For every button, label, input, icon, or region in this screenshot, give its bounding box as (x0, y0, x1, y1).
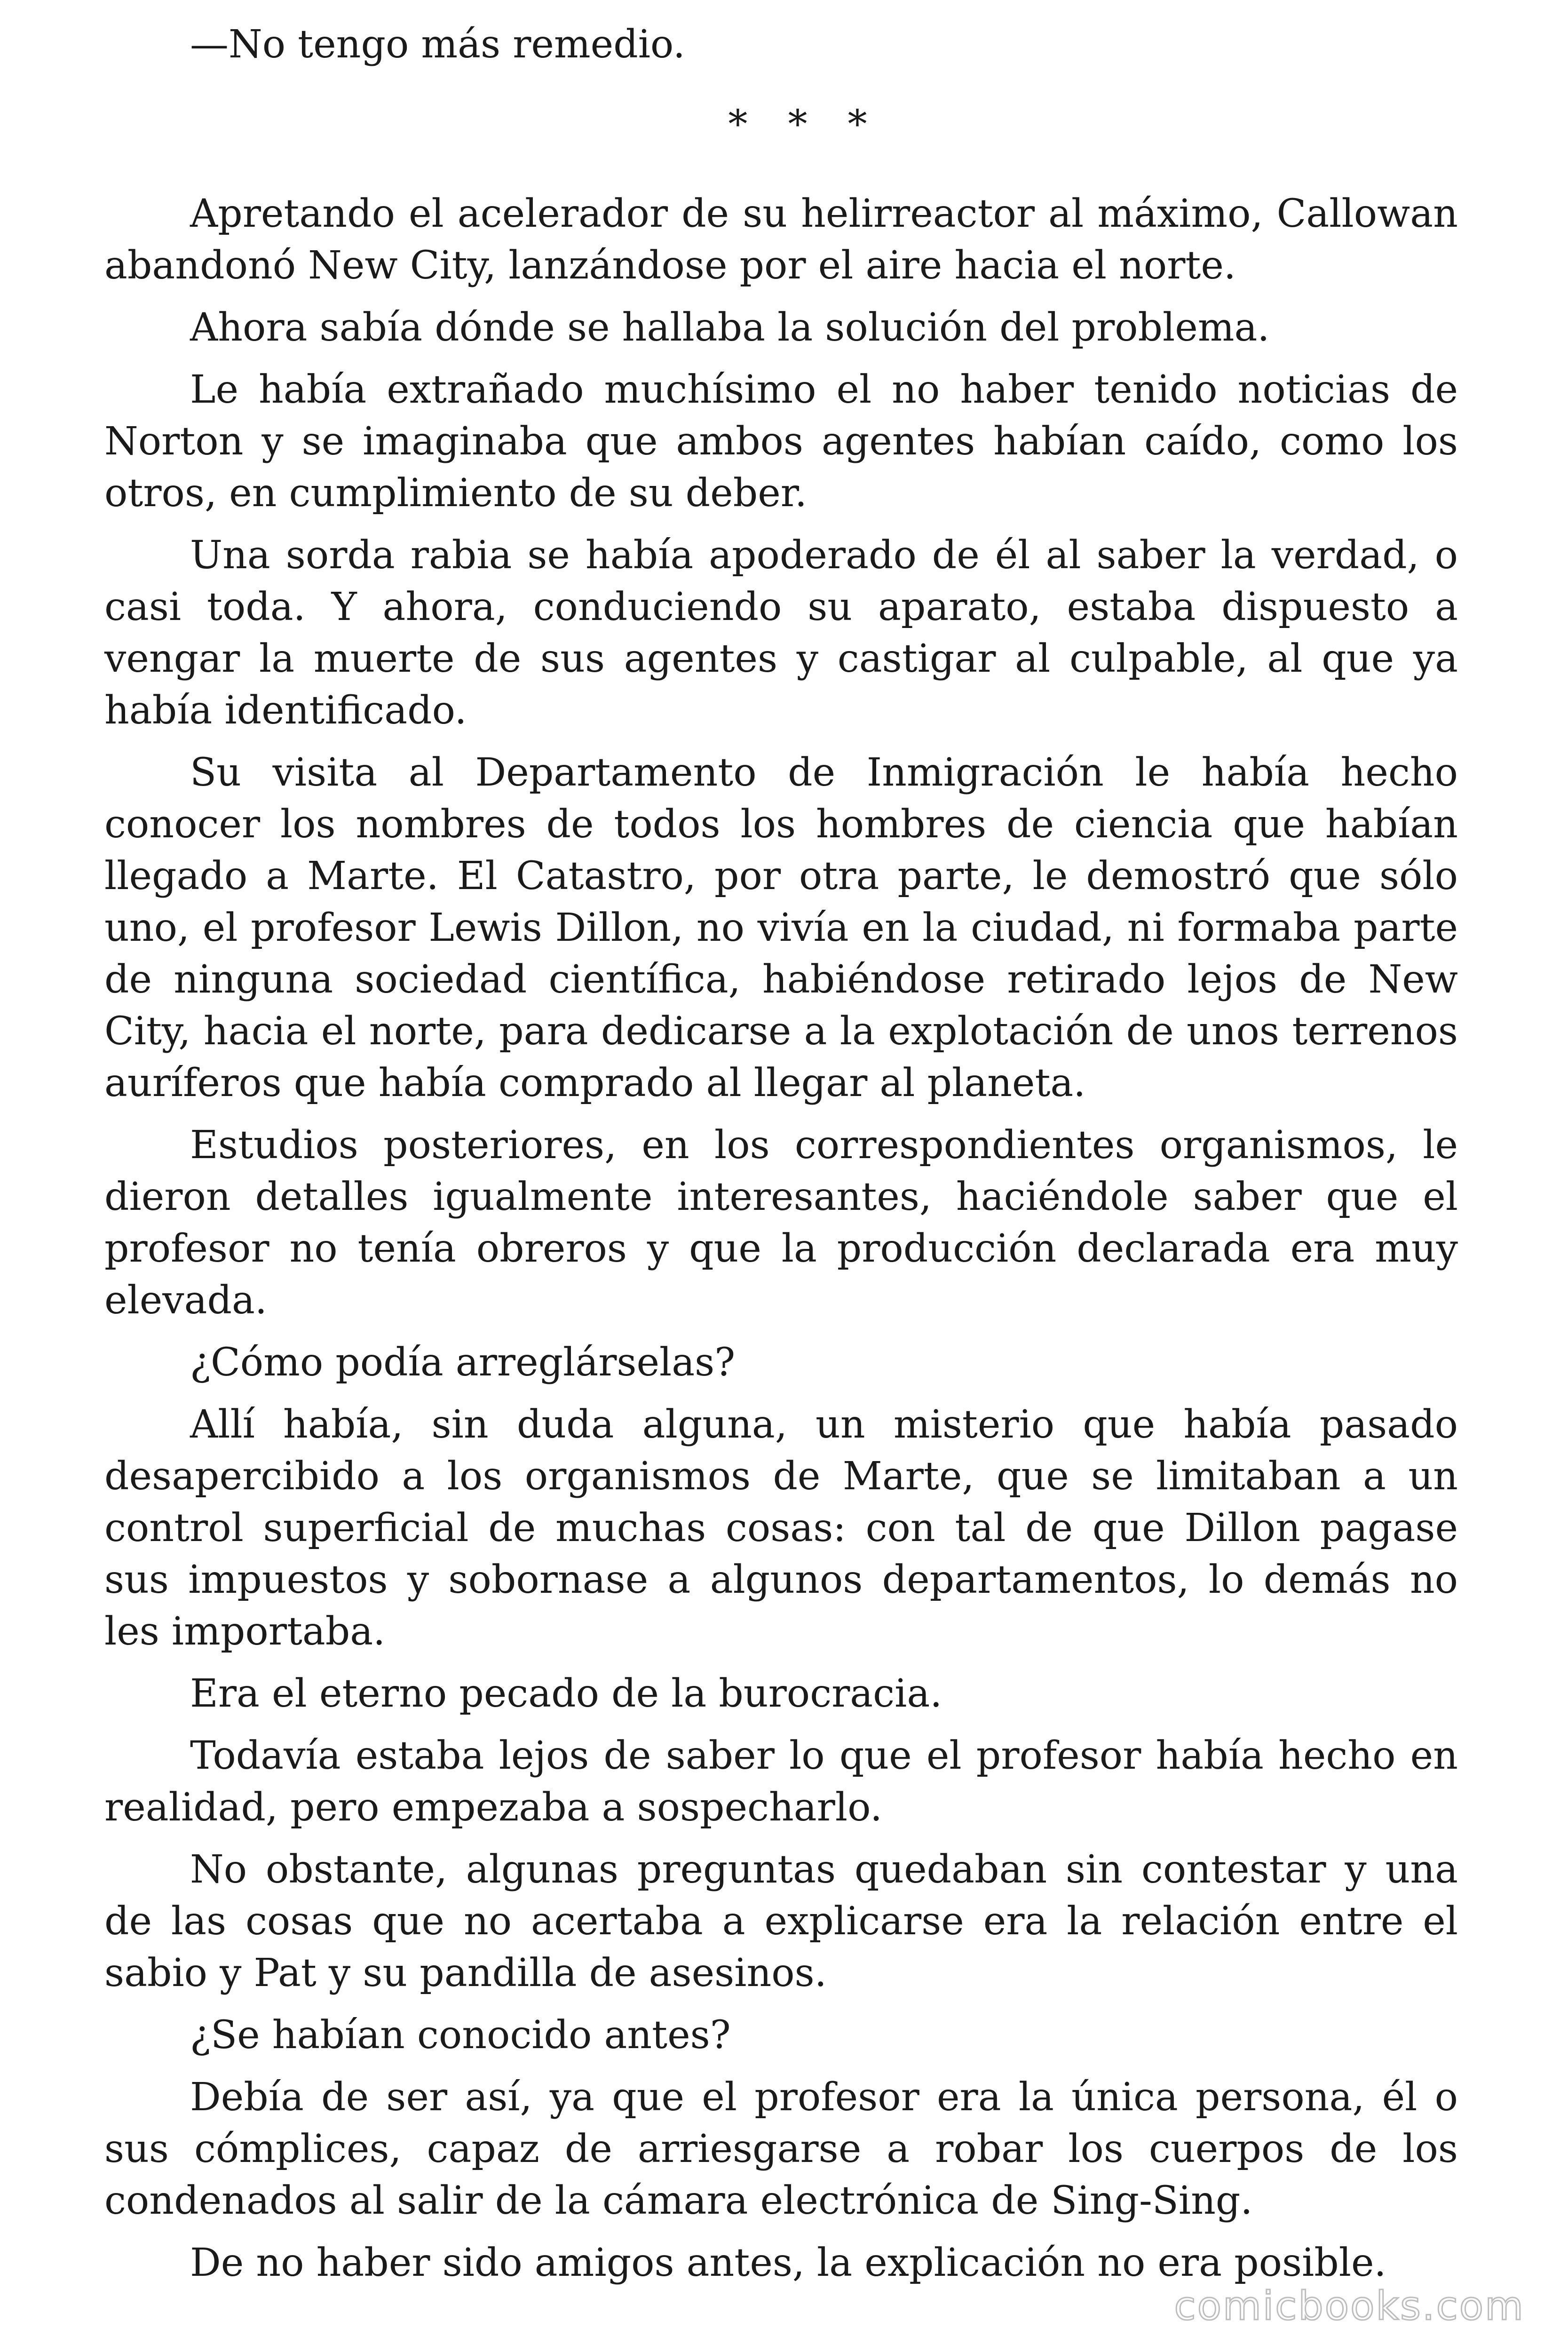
paragraph: De no haber sido amigos antes, la explicación no era posible. (190, 2241, 1386, 2285)
paragraph: Su visita al Departamento de Inmigración le había hecho conocer los nombres de todos los hombres de ciencia que habían llegado a Marte. El Catastro, por otra parte, le demostró que sólo uno, el profesor Lewis Dillon, no vivía en la ciudad, ni formaba parte de ninguna sociedad científica, habiéndose retirado lejos de New City, hacia el norte, para dedicarse a la explotación de unos terrenos auríferos que había comprado al llegar al planeta. (104, 750, 1458, 1105)
scene-separator: * * * (728, 102, 881, 147)
paragraph: Estudios posteriores, en los correspondientes organismos, le dieron detalles igualmente interesantes, haciéndole saber que el profesor no tenía obreros y que la producción declarada era muy elevada. (104, 1123, 1458, 1323)
watermark: comicbooks.com (1174, 2283, 1525, 2329)
paragraph: Todavía estaba lejos de saber lo que el profesor había hecho en realidad, pero empezaba a sospecharlo. (104, 1733, 1458, 1830)
paragraph: Ahora sabía dónde se hallaba la solución del problema. (190, 305, 1270, 350)
paragraph: Una sorda rabia se había apoderado de él al saber la verdad, o casi toda. Y ahora, conduciendo su aparato, estaba dispuesto a vengar la muerte de sus agentes y castigar al culpable, al que ya había identificado. (104, 533, 1458, 733)
opening-line: —No tengo más remedio. (190, 22, 685, 67)
paragraph: Era el eterno pecado de la burocracia. (190, 1671, 942, 1716)
paragraph: ¿Se habían conocido antes? (190, 2013, 731, 2058)
paragraph: Le había extrañado muchísimo el no haber tenido noticias de Norton y se imaginaba que ambos agentes habían caído, como los otros, en cumplimiento de su deber. (104, 367, 1458, 516)
paragraph: No obstante, algunas preguntas quedaban sin contestar y una de las cosas que no acertaba a explicarse era la relación entre el sabio y Pat y su pandilla de asesinos. (104, 1847, 1458, 1995)
paragraph: ¿Cómo podía arreglárselas? (190, 1340, 736, 1385)
paragraph: Apretando el acelerador de su helirreactor al máximo, Callowan abandonó New City, lanzándose por el aire hacia el norte. (104, 191, 1458, 288)
paragraph: Debía de ser así, ya que el profesor era la única persona, él o sus cómplices, capaz de arriesgarse a robar los cuerpos de los condenados al salir de la cámara electrónica de Sing-Sing. (104, 2075, 1458, 2223)
paragraph: Allí había, sin duda alguna, un misterio que había pasado desapercibido a los organismos de Marte, que se limitaban a un control superficial de muchas cosas: con tal de que Dillon pagase sus impuestos y sobornase a algunos departamentos, lo demás no les importaba. (104, 1402, 1458, 1654)
body-text (104, 19, 1458, 2299)
